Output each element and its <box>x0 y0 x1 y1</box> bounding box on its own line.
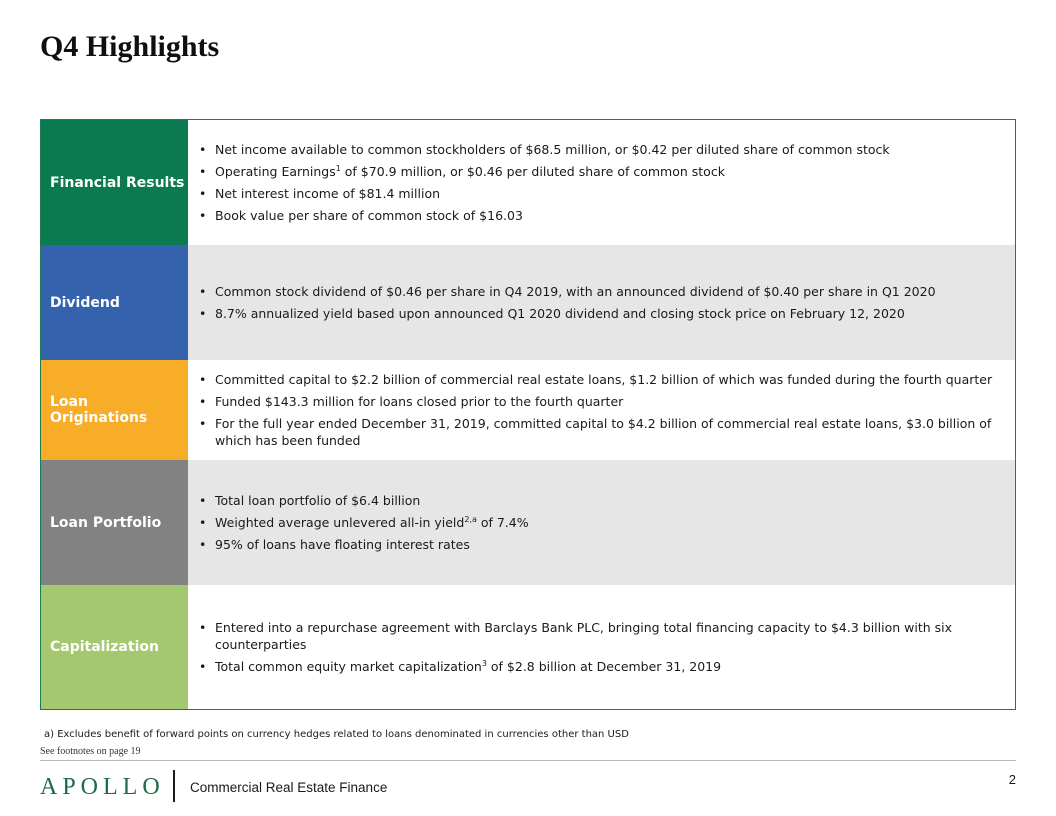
bullet-item <box>199 305 1003 322</box>
division-name: Commercial Real Estate Finance <box>190 780 388 795</box>
bullet-text: of $2.8 billion at December 31, 2019 <box>486 659 722 674</box>
row-label-text: Loan Portfolio <box>50 514 162 531</box>
bullet-dot: • <box>199 416 207 431</box>
bullet-dot: • <box>199 164 207 179</box>
row-content-loan-originations <box>188 360 1015 460</box>
bullet-dot: • <box>199 284 207 299</box>
bullet-item <box>199 492 1003 509</box>
row-dividend <box>41 245 1015 360</box>
bullet-item <box>199 658 1003 675</box>
bullet-item <box>199 207 1003 224</box>
bullet-dot: • <box>199 537 207 552</box>
bullet-dot: • <box>199 394 207 409</box>
bullet-dot: • <box>199 515 207 530</box>
page-title: Q4 Highlights <box>40 30 220 63</box>
row-capitalization <box>41 585 1015 709</box>
bullet-dot: • <box>199 142 207 157</box>
highlights-table <box>40 119 1016 710</box>
row-content-capitalization <box>188 585 1015 709</box>
bullet-item <box>199 415 1003 449</box>
row-label-capitalization <box>41 585 188 709</box>
bullet-dot: • <box>199 186 207 201</box>
row-label-loan-portfolio <box>41 460 188 585</box>
row-label-text: Dividend <box>50 294 120 311</box>
bullet-item <box>199 371 1003 388</box>
logo-separator <box>173 770 175 802</box>
bullet-text: Book value per share of common stock of $16.03 <box>215 208 523 223</box>
bullet-text: of $70.9 million, or $0.46 per diluted share of common stock <box>340 164 725 179</box>
bullet-item <box>199 283 1003 300</box>
page-number: 2 <box>1008 772 1016 787</box>
footnote-reference: See footnotes on page 19 <box>40 746 141 757</box>
footnote-ref: 1 <box>335 163 341 173</box>
bullet-dot: • <box>199 659 207 674</box>
row-loan-portfolio <box>41 460 1015 585</box>
bullet-item <box>199 393 1003 410</box>
row-label-text: Financial Results <box>50 174 185 191</box>
row-financial-results <box>41 120 1015 245</box>
bullet-item <box>199 185 1003 202</box>
bullet-text: of 7.4% <box>476 515 529 530</box>
row-label-text: Loan Originations <box>50 394 148 426</box>
bullet-dot: • <box>199 372 207 387</box>
bullet-text: Total loan portfolio of $6.4 billion <box>215 493 421 508</box>
bullet-text: Operating Earnings <box>215 164 336 179</box>
bullet-text: 95% of loans have floating interest rates <box>215 537 470 552</box>
row-label-dividend <box>41 245 188 360</box>
bullet-dot: • <box>199 208 207 223</box>
bullet-dot: • <box>199 493 207 508</box>
footnote-a: a) Excludes benefit of forward points on currency hedges related to loans denominated in currencies other than USD <box>44 729 629 740</box>
row-content-loan-portfolio <box>188 460 1015 585</box>
bullet-item <box>199 536 1003 553</box>
row-label-loan-originations <box>41 360 188 460</box>
bullet-text: Net interest income of $81.4 million <box>215 186 441 201</box>
row-loan-originations <box>41 360 1015 460</box>
bullet-text: Total common equity market capitalization <box>215 659 482 674</box>
bullet-text: Weighted average unlevered all-in yield <box>215 515 465 530</box>
row-label-text: Capitalization <box>50 639 159 655</box>
bullet-item <box>199 619 1003 653</box>
bullet-text: Committed capital to $2.2 billion of commercial real estate loans, $1.2 billion of which was funded during the fourth quarter <box>215 372 993 387</box>
row-label-financial-results <box>41 120 188 245</box>
bullet-text: Net income available to common stockholders of $68.5 million, or $0.42 per diluted share of common stock <box>215 142 890 157</box>
footnote-ref: 2,a <box>464 514 477 524</box>
bullet-item <box>199 141 1003 158</box>
footnote-ref: 3 <box>481 658 487 668</box>
bullet-item <box>199 514 1003 531</box>
bullet-text: Entered into a repurchase agreement with Barclays Bank PLC, bringing total financing capacity to $4.3 billion with six counterparties <box>215 620 952 652</box>
apollo-logo: APOLLO <box>40 774 165 800</box>
bullet-text: Funded $143.3 million for loans closed prior to the fourth quarter <box>215 394 624 409</box>
footer-divider <box>40 760 1016 761</box>
bullet-dot: • <box>199 306 207 321</box>
bullet-text: Common stock dividend of $0.46 per share in Q4 2019, with an announced dividend of $0.40 per share in Q1 2020 <box>215 284 936 299</box>
row-content-financial-results <box>188 120 1015 245</box>
bullet-text: 8.7% annualized yield based upon announced Q1 2020 dividend and closing stock price on February 12, 2020 <box>215 306 905 321</box>
bullet-text: For the full year ended December 31, 2019, committed capital to $4.2 billion of commercial real estate loans, $3.0 billion of which has been funded <box>215 416 992 448</box>
bullet-item <box>199 163 1003 180</box>
bullet-dot: • <box>199 620 207 635</box>
row-content-dividend <box>188 245 1015 360</box>
